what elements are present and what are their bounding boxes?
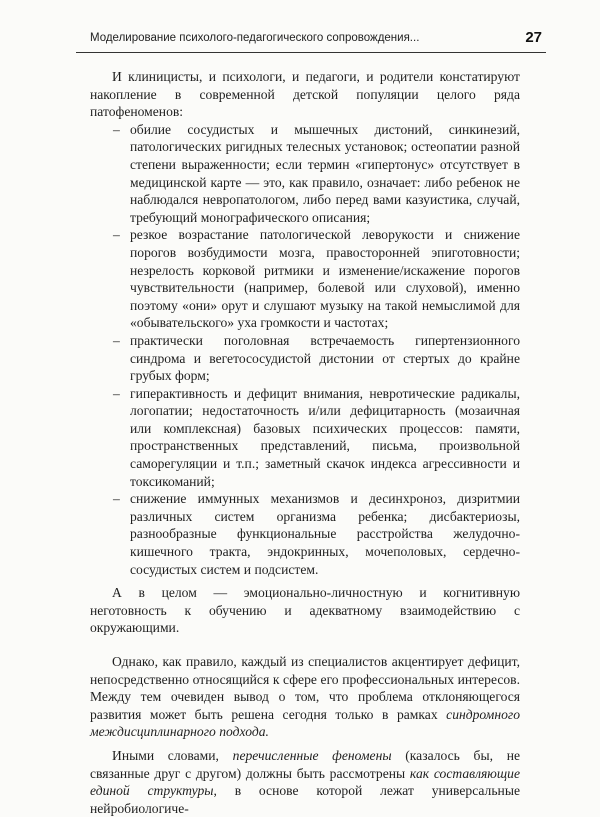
running-title: Моделирование психолого-педагогического сопровождения... (90, 32, 420, 44)
dash-marker: – (113, 121, 120, 137)
intro-paragraph: И клиницисты, и психологи, и педагоги, и родители констатируют накопление в современной детской популяции целого ряда патофеноменов: (90, 69, 520, 120)
list-item-text: обилие сосудистых и мышечных дистоний, синкинезий, патологических ригидных телесных установок; остеопатии разной степени выраженности; если термин «гипертонус» отсутствует в медицинской карте — это, как правило, означает: либо ребенок не наблюдался невропатологом, либо перед вами казуистика, случай, требующий монографического описания; (130, 121, 520, 225)
approach-paragraph (90, 653, 520, 741)
page-number: 27 (525, 29, 542, 46)
list-item-text: гиперактивность и дефицит внимания, невротические радикалы, логопатии; недостаточность и/или дефицитарность (мозаичная или комплексная) базовых психических процессов: памяти, пространственных представлений, письма, произвольной саморегуляции и т.п.; заметный скачок индекса агрессивности и токсикоманий; (130, 385, 520, 489)
conclusion-text-a: Иными словами, (112, 747, 233, 763)
dash-marker: – (113, 227, 120, 243)
conclusion-text-b: (казалось бы, не связанные друг с другом) должны быть рассмотрены (90, 747, 521, 781)
page-body (90, 68, 520, 817)
conclusion-emphasis-1: перечисленные феномены (232, 747, 392, 763)
dash-marker: – (113, 491, 120, 507)
approach-emphasis: синдромного междисциплинарного подхода. (90, 706, 520, 740)
conclusion-text-c: , в основе которой лежат универсальные нейробиологиче- (90, 783, 520, 816)
list-item (113, 121, 520, 227)
list-item (113, 332, 520, 385)
summary-paragraph: А в целом — эмоционально-личностную и когнитивную неготовность к обучению и адекватному взаимодействию с окружающими. (90, 585, 520, 636)
list-item (113, 226, 520, 332)
dash-marker: – (113, 385, 120, 401)
list-item-text: резкое возрастание патологической леворукости и снижение порогов возбудимости мозга, правосторонней эпиготовности; незрелость корковой ритмики и изменение/искажение порогов чувствительности (например, болевой или слуховой), именно поэтому «они» орут и слушают музыку на такой немыслимой для «обывательского» уха громкости и частотах; (130, 227, 520, 331)
conclusion-emphasis-2: как составляющие единой структуры (90, 765, 520, 799)
conclusion-paragraph (90, 747, 520, 817)
dash-marker: – (113, 332, 120, 348)
list-item (113, 490, 520, 578)
list-item-text: практически поголовная встречаемость гипертензионного синдрома и вегетососудистой дистонии от стертых до крайне грубых форм; (130, 332, 520, 384)
list-item-text: снижение иммунных механизмов и десинхроноз, дизритмии различных систем организма ребенка; дисбактериозы, разнообразные функциональные расстройства желудочно-кишечного тракта, эндокринных, мочеполовых, сердечно-сосудистых систем и подсистем. (130, 491, 520, 577)
list-item (113, 385, 520, 491)
phenomena-list (90, 121, 520, 578)
running-header (76, 30, 546, 53)
approach-text: Однако, как правило, каждый из специалистов акцентирует дефицит, непосредственно относящийся к сфере его профессиональных интересов. Между тем очевиден вывод о том, что проблема отклоняющегося развития может быть решена сегодня только в рамках (90, 654, 520, 722)
